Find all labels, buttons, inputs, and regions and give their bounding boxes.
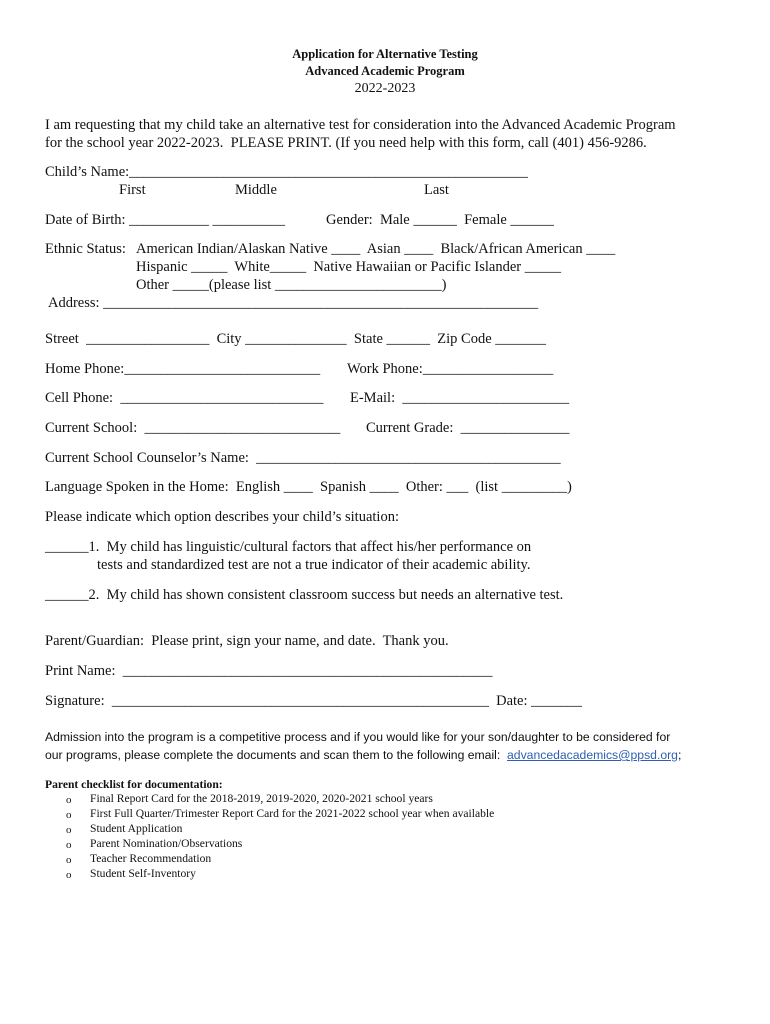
- admission-email-link[interactable]: advancedacademics@ppsd.org: [507, 748, 678, 762]
- current-school-field[interactable]: Current School: ___________________________: [45, 420, 341, 436]
- option-1-line-2: tests and standardized test are not a true indicator of their academic ability.: [97, 557, 531, 573]
- name-middle-label: Middle: [235, 182, 277, 198]
- counselor-name-field[interactable]: Current School Counselor’s Name: __________________________________________: [45, 450, 561, 466]
- bullet-icon: o: [66, 869, 72, 881]
- cell-phone-field[interactable]: Cell Phone: ____________________________: [45, 390, 324, 406]
- form-subtitle: Advanced Academic Program: [305, 64, 465, 78]
- admission-line-2: [45, 746, 681, 764]
- work-phone-field[interactable]: Work Phone:__________________: [347, 361, 554, 377]
- signature-date-field[interactable]: Signature: ____________________________________________________ Date: _______: [45, 693, 582, 709]
- bullet-icon: o: [66, 854, 72, 866]
- checklist-item: Teacher Recommendation: [90, 852, 212, 865]
- street-city-state-zip-field[interactable]: Street _________________ City ______________ State ______ Zip Code _______: [45, 331, 547, 347]
- admission-line-2-text: our programs, please complete the documents and scan them to the following email:: [45, 748, 508, 762]
- bullet-icon: o: [66, 824, 72, 836]
- situation-prompt: Please indicate which option describes your child’s situation:: [45, 509, 399, 525]
- admission-line-1: Admission into the program is a competitive process and if you would like for your son/daughter to be considered for: [45, 730, 671, 744]
- checklist-item: Final Report Card for the 2018-2019, 2019-2020, 2020-2021 school years: [90, 792, 433, 805]
- checklist-item: Student Self-Inventory: [90, 867, 196, 880]
- form-title: Application for Alternative Testing: [292, 47, 478, 61]
- bullet-icon: o: [66, 794, 72, 806]
- language-field[interactable]: Language Spoken in the Home: English ____ Spanish ____ Other: ___ (list _________): [45, 479, 572, 495]
- parent-prompt: Parent/Guardian: Please print, sign your name, and date. Thank you.: [45, 633, 449, 649]
- checklist-item: Student Application: [90, 822, 183, 835]
- home-phone-field[interactable]: Home Phone:___________________________: [45, 361, 321, 377]
- intro-line-1: I am requesting that my child take an alternative test for consideration into the Advanced Academic Program: [45, 117, 676, 133]
- print-name-field[interactable]: Print Name: ___________________________________________________: [45, 663, 493, 679]
- ethnic-status-line-3[interactable]: Other _____(please list _______________________): [136, 277, 447, 293]
- email-field[interactable]: E-Mail: _______________________: [350, 390, 570, 406]
- checklist-item: First Full Quarter/Trimester Report Card for the 2021-2022 school year when available: [90, 807, 495, 820]
- bullet-icon: o: [66, 809, 72, 821]
- admission-line-2-suffix: ;: [677, 748, 682, 762]
- option-2[interactable]: ______2. My child has shown consistent classroom success but needs an alternative test.: [45, 587, 564, 603]
- ethnic-status-line-2[interactable]: Hispanic _____ White_____ Native Hawaiian or Pacific Islander _____: [136, 259, 561, 275]
- ethnic-status-line-1[interactable]: Ethnic Status: American Indian/Alaskan Native ____ Asian ____ Black/African American ____: [45, 241, 616, 257]
- current-grade-field[interactable]: Current Grade: _______________: [366, 420, 570, 436]
- intro-line-2: for the school year 2022-2023. PLEASE PRINT. (If you need help with this form, call (401) 456-9286.: [45, 135, 647, 151]
- child-name-field[interactable]: Child’s Name:_______________________________________________________: [45, 164, 528, 180]
- gender-field[interactable]: Gender: Male ______ Female ______: [326, 212, 554, 228]
- option-1-line-1[interactable]: ______1. My child has linguistic/cultural factors that affect his/her performance on: [45, 539, 532, 555]
- form-year: 2022-2023: [354, 81, 416, 96]
- date-of-birth-field[interactable]: Date of Birth: ___________ __________: [45, 212, 286, 228]
- checklist-heading: Parent checklist for documentation:: [45, 778, 223, 791]
- bullet-icon: o: [66, 839, 72, 851]
- name-last-label: Last: [424, 182, 449, 198]
- checklist-item: Parent Nomination/Observations: [90, 837, 243, 850]
- name-first-label: First: [119, 182, 146, 198]
- address-field[interactable]: Address: ____________________________________________________________: [48, 295, 539, 311]
